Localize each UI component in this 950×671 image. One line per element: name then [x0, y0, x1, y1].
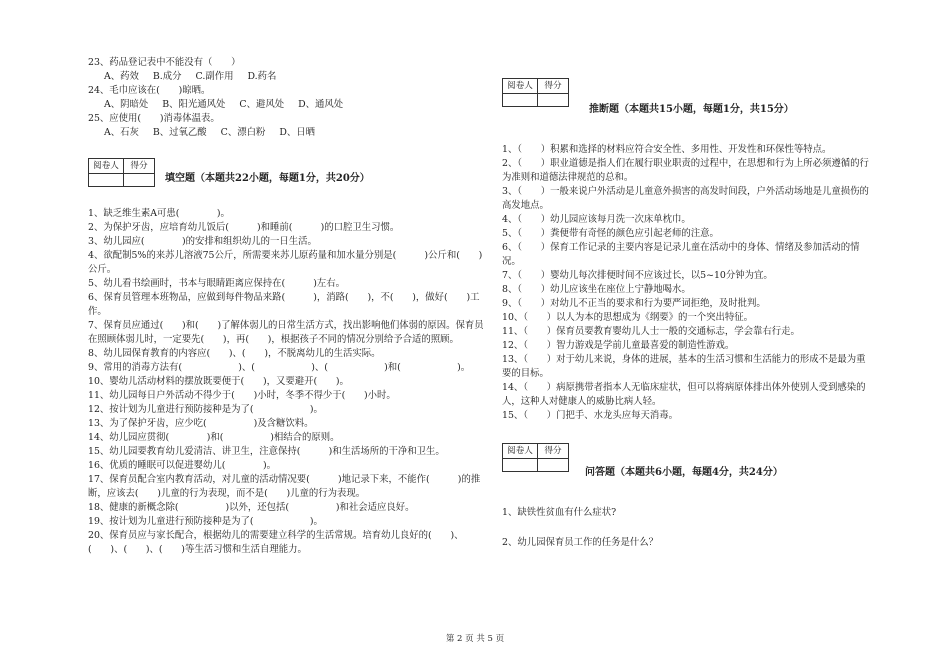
option-d: D.药名	[247, 71, 277, 82]
score-box	[502, 443, 569, 472]
judge-question: 12、（ ）智力游戏是学前儿童最喜爱的制造性游戏。	[502, 340, 735, 351]
judge-question-list	[502, 143, 872, 423]
score-label: 得分	[538, 79, 569, 94]
fill-section-header	[88, 158, 486, 187]
judge-question: 1、（ ）积累和选择的材料应符合安全性、多用性、开发性和环保性等特点。	[502, 144, 832, 155]
judge-question: 5、（ ）粪便带有奇怪的颜色应引起老师的注意。	[502, 228, 719, 239]
option-c: C、漂白粉	[220, 127, 266, 138]
fill-question: 13、为了保护牙齿，应少吃( )及含糖饮料。	[88, 418, 314, 429]
fill-question: 1、缺乏维生素A可患( )。	[88, 208, 230, 219]
fill-question: 3、幼儿园应( )的安排和组织幼儿的一日生活。	[88, 236, 317, 247]
grader-cell[interactable]	[89, 174, 124, 187]
fill-question: 17、保育员配合室内教育活动，对儿童的活动情况要( )地记录下来，不能作( )的推断，应该去( )儿童的行为表现，而不是( )儿童的行为表现。	[88, 474, 481, 499]
judge-question: 2、（ ）职业道德是指人们在履行职业职责的过程中，在思想和行为上所必须遵循的行为准则和道德法律规范的总和。	[502, 158, 869, 183]
fill-question: 10、婴幼儿活动材料的摆放既要便于( )，又要避开( )。	[88, 376, 349, 387]
fill-question: 12、按计划为儿童进行预防接种是为了( )。	[88, 404, 323, 415]
section-title: 填空题（本题共22小题，每题1分，共20分）	[165, 173, 370, 184]
judge-question: 14、（ ）病原携带者指本人无临床症状，但可以将病原体排出体外使别人受到感染的人，这种人对健康人的威胁比病人轻。	[502, 382, 866, 407]
fill-question: 11、幼儿园每日户外活动不得少于( )小时，冬季不得少于( )小时。	[88, 390, 396, 401]
fill-question: 15、幼儿园要教育幼儿爱清洁、讲卫生，注意保持( )和生活场所的干净和卫生。	[88, 446, 445, 457]
score-cell[interactable]	[124, 174, 155, 187]
mc-question-24	[88, 84, 486, 112]
fill-question: 6、保育员管理本班物品，应做到每件物品来路( )，消路( )，不( )，做好( )工作。	[88, 292, 480, 317]
option-b: B、过氧乙酸	[152, 127, 207, 138]
section-title: 推断题（本题共15小题，每题1分，共15分）	[589, 104, 794, 115]
judge-question: 13、（ ）对于幼儿来说，身体的进展，基本的生活习惯和生活能力的形成不是最为重要的目标。	[502, 354, 866, 379]
grader-label: 阅卷人	[503, 444, 538, 459]
page-footer: 第 2 页 共 5 页	[445, 634, 505, 644]
judge-question: 9、（ ）对幼儿不正当的要求和行为要严词拒绝，及时批判。	[502, 298, 766, 309]
option-a: A、药效	[104, 71, 139, 82]
section-title: 问答题（本题共6小题，每题4分，共24分）	[585, 467, 783, 478]
qa-section-header	[502, 443, 872, 478]
option-c: C、避风处	[239, 99, 285, 110]
question-text: 24、毛巾应该在( )晾晒。	[88, 85, 211, 96]
left-column	[88, 56, 486, 557]
score-box	[502, 78, 569, 107]
judge-question: 10、（ ）以人为本的思想成为《纲要》的一个突出特征。	[502, 312, 753, 323]
options-row	[88, 126, 486, 140]
option-b: B、阳光通风处	[162, 99, 226, 110]
judge-section-header	[502, 78, 872, 115]
question-text: 23、药品登记表中不能没有（ ）	[88, 57, 241, 68]
fill-question: 8、幼儿园保育教育的内容应( )、( )，不脱离幼儿的生活实际。	[88, 348, 381, 359]
grader-label: 阅卷人	[503, 79, 538, 94]
judge-question: 4、（ ）幼儿园应该每月洗一次床单枕巾。	[502, 214, 691, 225]
judge-question: 8、（ ）幼儿应该坐在座位上宁静地喝水。	[502, 284, 691, 295]
option-a: A、阴暗处	[104, 99, 149, 110]
qa-question-1: 1、缺铁性贫血有什么症状?	[502, 507, 617, 518]
fill-question: 5、幼儿看书绘画时，书本与眼睛距离应保持在( )左右。	[88, 278, 346, 289]
fill-question-list	[88, 207, 486, 557]
fill-question: 18、健康的新概念除( )以外，还包括( )和社会适应良好。	[88, 502, 415, 513]
fill-question: 2、为保护牙齿，应培育幼儿饭后( )和睡前( )的口腔卫生习惯。	[88, 222, 400, 233]
fill-question: 14、幼儿园应贯彻( )和( )相结合的原则。	[88, 432, 340, 443]
fill-question: 16、优质的睡眠可以促进婴幼儿( )。	[88, 460, 276, 471]
judge-question: 15、（ ）门把手、水龙头应每天消毒。	[502, 410, 678, 421]
score-cell[interactable]	[538, 459, 569, 472]
question-text: 25、应使用( )消毒体温表。	[88, 113, 220, 124]
score-label: 得分	[538, 444, 569, 459]
fill-question: 19、按计划为儿童进行预防接种是为了( )。	[88, 516, 323, 527]
score-box	[88, 158, 155, 187]
qa-question-2: 2、幼儿园保育员工作的任务是什么？	[502, 537, 658, 548]
fill-question: 20、保育员应与家长配合，根据幼儿的需要建立科学的生活常规。培育幼儿良好的( )、( )、( )、( )等生活习惯和生活自理能力。	[88, 530, 464, 555]
fill-question: 4、欲配制5%的来苏儿溶液75公斤，所需要来苏儿原药量和加水量分别是( )公斤和( )公斤。	[88, 250, 483, 275]
mc-question-25	[88, 112, 486, 140]
option-d: D、日晒	[279, 127, 316, 138]
right-column	[502, 78, 872, 550]
judge-question: 3、（ ）一般来说户外活动是儿童意外损害的高发时间段，户外活动场地是儿童损伤的高发地点。	[502, 186, 869, 211]
options-row	[88, 70, 486, 84]
grader-cell[interactable]	[503, 459, 538, 472]
judge-question: 11、（ ）保育员要教育婴幼儿人士一般的交通标志，学会靠右行走。	[502, 326, 800, 337]
judge-question: 6、（ ）保育工作记录的主要内容是记录儿童在活动中的身体、情绪及参加活动的情况。	[502, 242, 860, 267]
grader-cell[interactable]	[503, 94, 538, 107]
option-a: A、石灰	[104, 127, 139, 138]
fill-question: 7、保育员应通过( )和( )了解体弱儿的日常生活方式，找出影响他们体弱的原因。保育员在照顾体弱儿时，一定要先( )，再( )，根据孩子不同的情况分别给予合适的照顾。	[88, 320, 484, 345]
option-d: D、通风处	[298, 99, 344, 110]
score-cell[interactable]	[538, 94, 569, 107]
judge-question: 7、（ ）婴幼儿每次排便时间不应该过长，以5~10分钟为宜。	[502, 270, 773, 281]
grader-label: 阅卷人	[89, 159, 124, 174]
options-row	[88, 98, 486, 112]
option-b: B.成分	[152, 71, 182, 82]
fill-question: 9、常用的消毒方法有( )、( )、( )和( )。	[88, 362, 471, 373]
mc-question-23	[88, 56, 486, 84]
option-c: C.副作用	[195, 71, 234, 82]
score-label: 得分	[124, 159, 155, 174]
